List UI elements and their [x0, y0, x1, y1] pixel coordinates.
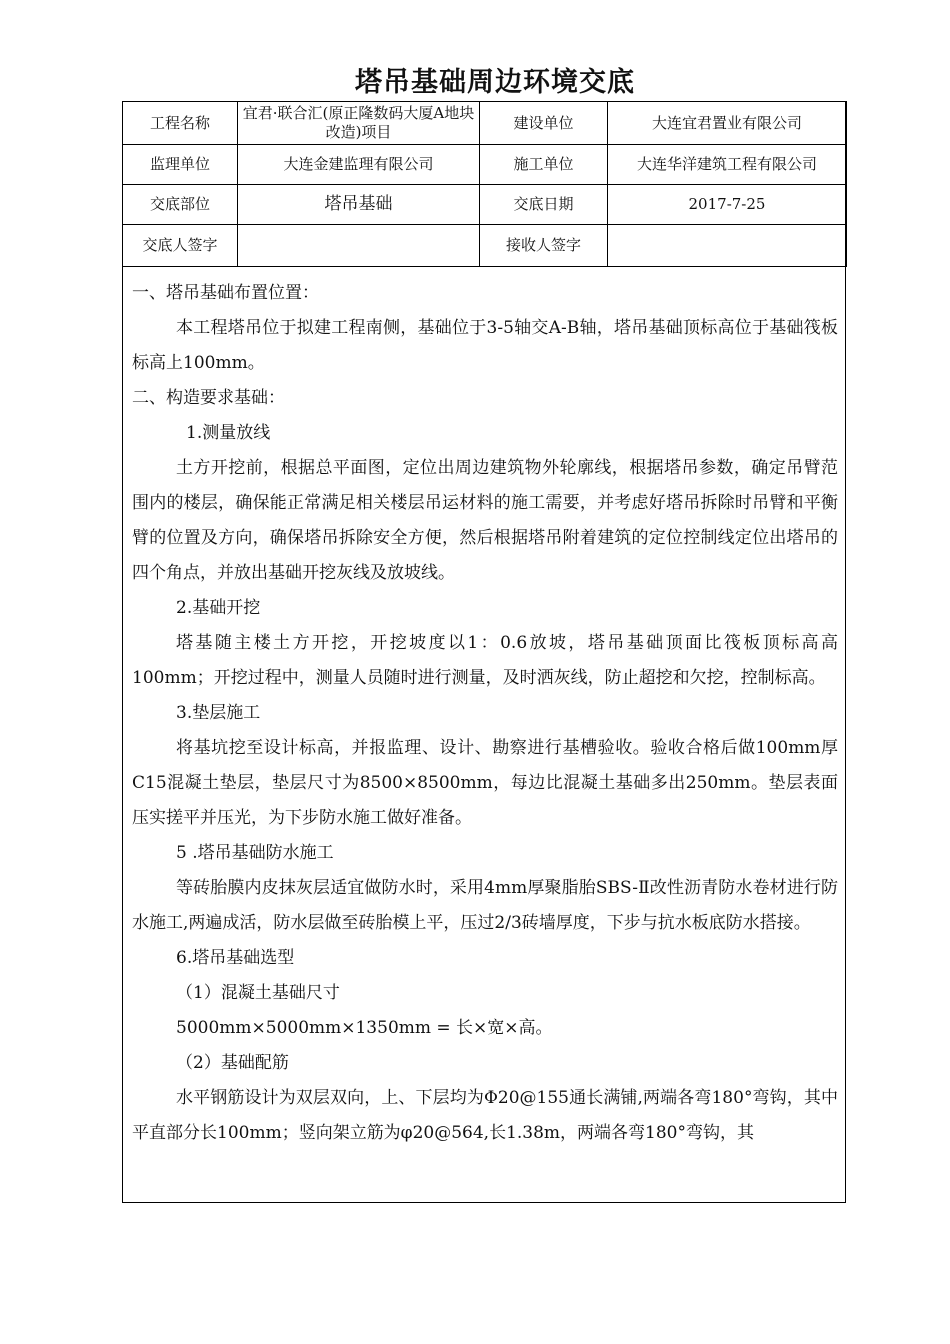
label-developer: 建设单位 [480, 102, 608, 145]
value-location: 塔吊基础 [238, 185, 480, 225]
paragraph: 将基坑挖至设计标高，并报监理、设计、勘察进行基槽验收。验收合格后做100mm厚C15混凝土垫层，垫层尺寸为8500×8500mm，每边比混凝土基础多出250mm。垫层表面压实搓平并压光，为下步防水施工做好准备。 [132, 738, 838, 828]
value-supervisor: 大连金建监理有限公司 [238, 145, 480, 185]
info-table [122, 101, 847, 267]
paragraph: 本工程塔吊位于拟建工程南侧，基础位于3-5轴交A-B轴，塔吊基础顶标高位于基础筏板标高上100mm。 [132, 318, 838, 373]
section-heading: 一、塔吊基础布置位置： [132, 283, 319, 303]
label-contractor: 施工单位 [480, 145, 608, 185]
table-row [123, 185, 847, 225]
paragraph: 5000mm×5000mm×1350mm = 长×宽×高。 [176, 1018, 553, 1038]
sub-heading: （2）基础配筋 [176, 1053, 289, 1073]
value-developer: 大连宜君置业有限公司 [608, 102, 847, 145]
value-contractor: 大连华洋建筑工程有限公司 [608, 145, 847, 185]
item-heading: 5 .塔吊基础防水施工 [176, 843, 334, 863]
label-location: 交底部位 [123, 185, 238, 225]
value-issuer-signature [238, 225, 480, 267]
page-title: 塔吊基础周边环境交底 [355, 67, 635, 98]
paragraph: 水平钢筋设计为双层双向，上、下层均为Φ20@155通长满铺,两端各弯180°弯钩，其中平直部分长100mm；竖向架立筋为φ20@564,长1.38m，两端各弯180°弯钩，其 [132, 1088, 838, 1143]
item-heading: 2.基础开挖 [176, 598, 261, 618]
paragraph: 塔基随主楼土方开挖，开挖坡度以1：0.6放坡，塔吊基础顶面比筏板顶标高高100mm；开挖过程中，测量人员随时进行测量，及时洒灰线，防止超挖和欠挖，控制标高。 [132, 633, 838, 688]
paragraph: 等砖胎膜内皮抹灰层适宜做防水时，采用4mm厚聚脂胎SBS-Ⅱ改性沥青防水卷材进行防水施工,两遍成活，防水层做至砖胎模上平，压过2/3砖墙厚度，下步与抗水板底防水搭接。 [132, 878, 838, 933]
sub-heading: （1）混凝土基础尺寸 [176, 983, 340, 1003]
label-project-name: 工程名称 [123, 102, 238, 145]
paragraph: 土方开挖前，根据总平面图，定位出周边建筑物外轮廓线，根据塔吊参数，确定吊臂范围内的楼层，确保能正常满足相关楼层吊运材料的施工需要，并考虑好塔吊拆除时吊臂和平衡臂的位置及方向，确保塔吊拆除安全方便，然后根据塔吊附着建筑的定位控制线定位出塔吊的四个角点，并放出基础开挖灰线及放坡线。 [132, 458, 838, 583]
item-heading: 6.塔吊基础选型 [176, 948, 295, 968]
section-heading: 二、构造要求基础： [132, 388, 285, 408]
content-body [132, 276, 838, 1151]
table-row [123, 102, 847, 145]
value-receiver-signature [608, 225, 847, 267]
table-row [123, 225, 847, 267]
label-supervisor: 监理单位 [123, 145, 238, 185]
value-project-name: 宜君·联合汇(原正隆数码大厦A地块改造)项目 [238, 102, 480, 145]
label-issuer-signature: 交底人签字 [123, 225, 238, 267]
value-date: 2017-7-25 [608, 185, 847, 225]
label-date: 交底日期 [480, 185, 608, 225]
item-heading: 3.垫层施工 [176, 703, 261, 723]
table-row [123, 145, 847, 185]
label-receiver-signature: 接收人签字 [480, 225, 608, 267]
item-heading: 1.测量放线 [186, 423, 271, 443]
